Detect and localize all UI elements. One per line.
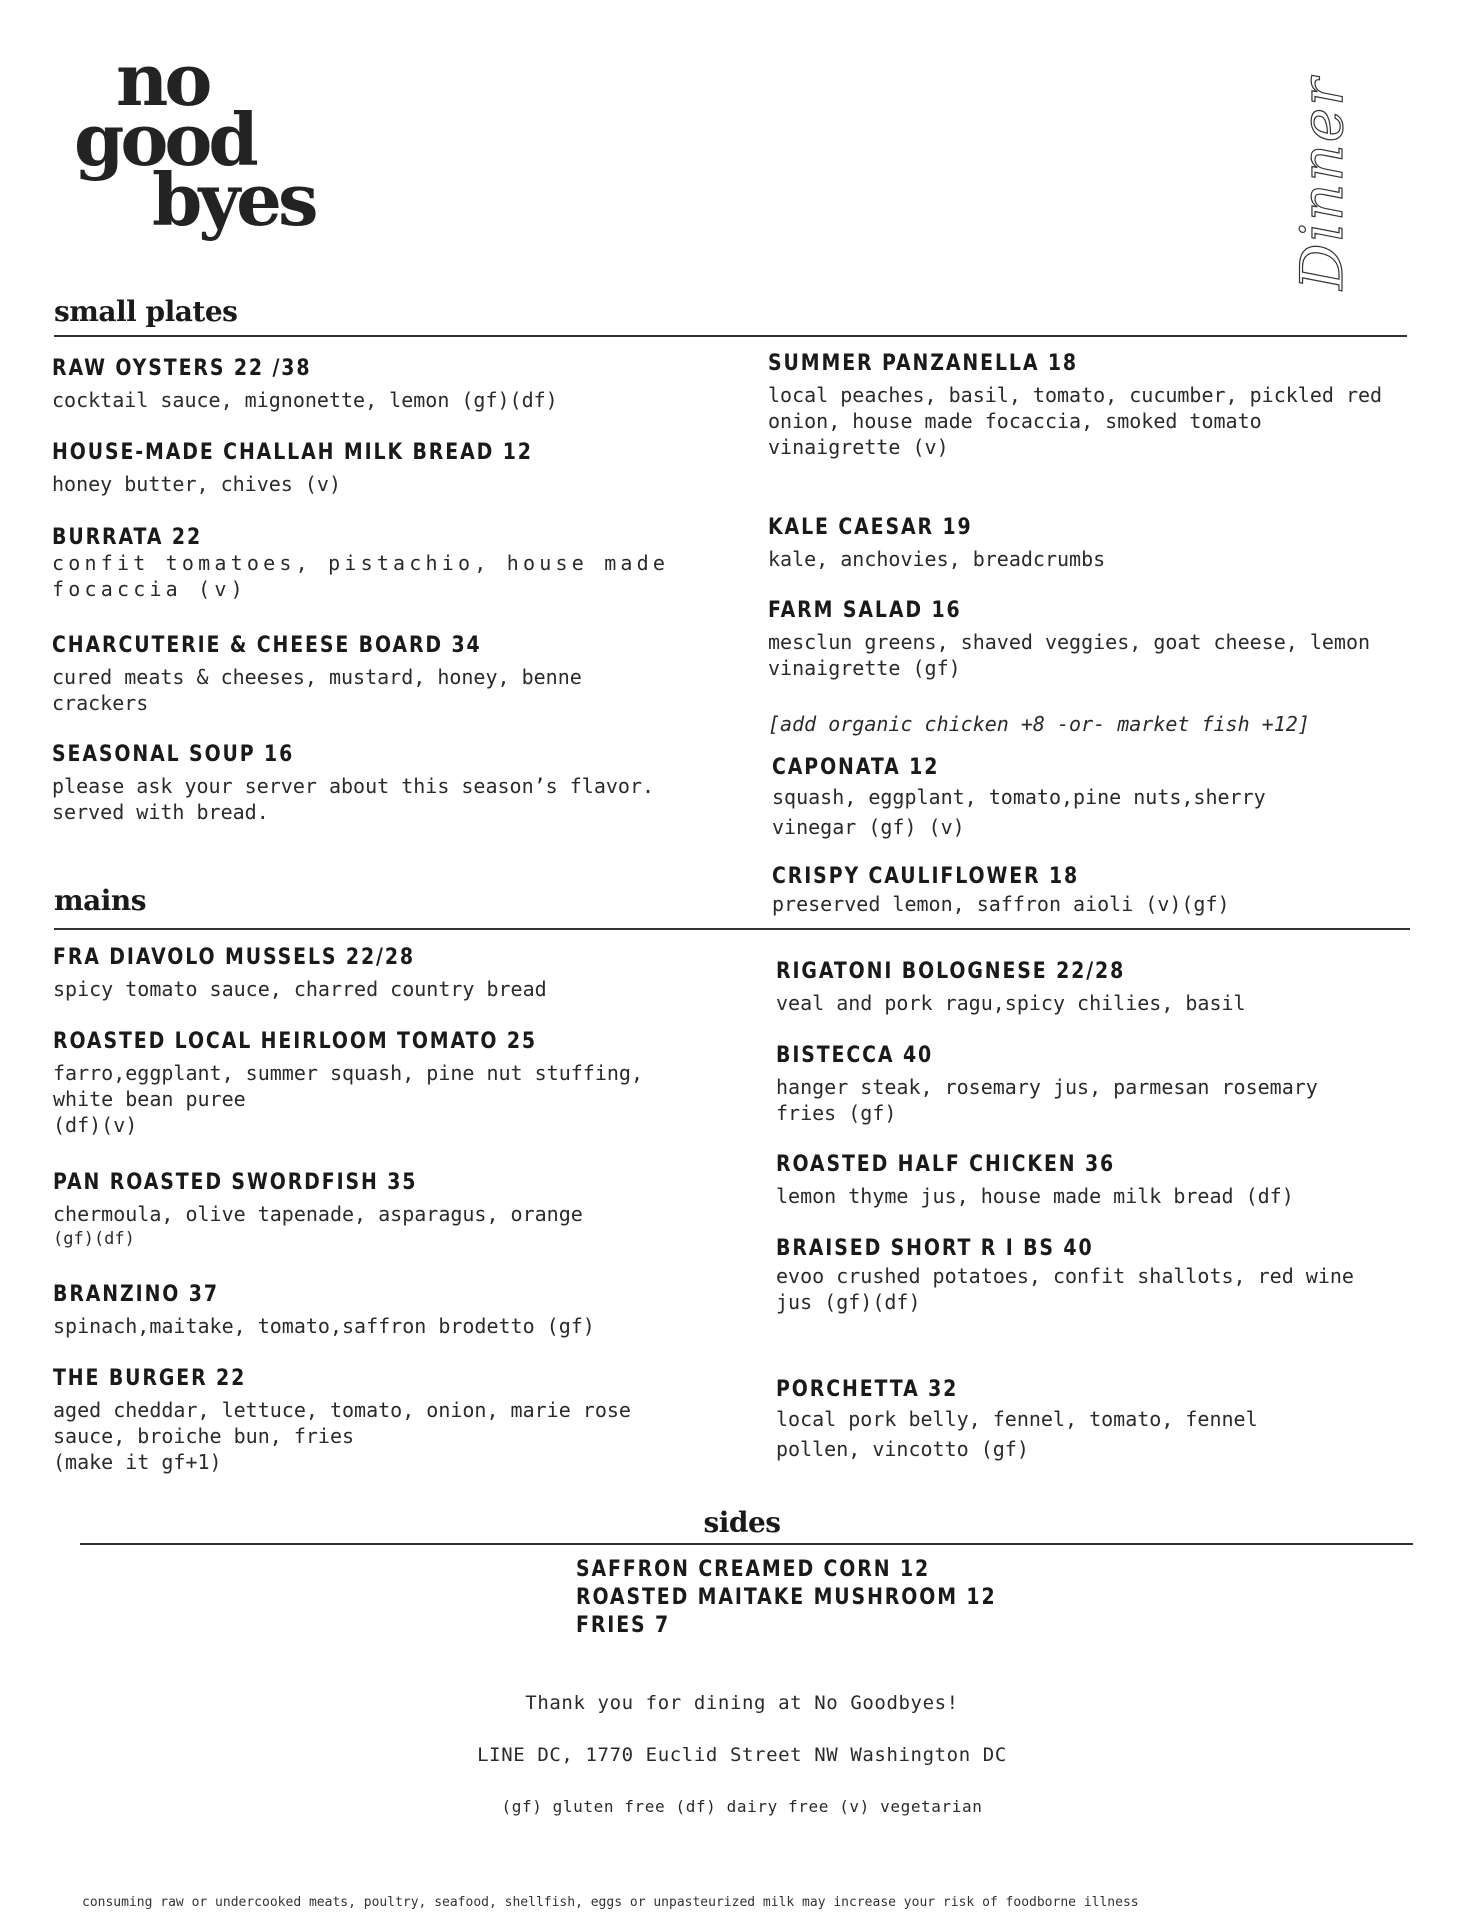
thank-you-note: Thank you for dining at No Goodbyes!: [525, 1692, 959, 1714]
item-note: [add organic chicken +8 -or- market fish +12]: [768, 712, 1310, 736]
item-name: BURRATA 22: [52, 525, 203, 550]
side-item: ROASTED MAITAKE MUSHROOM 12: [576, 1585, 997, 1610]
item-name: BISTECCA 40: [776, 1043, 934, 1068]
menu-item: [53, 1366, 631, 1475]
item-description: cured meats & cheeses, mustard, honey, benne crackers: [52, 665, 582, 715]
menu-item: [52, 633, 582, 716]
item-description: mesclun greens, shaved veggies, goat cheese, lemon vinaigrette (gf): [768, 630, 1371, 680]
item-name: RIGATONI BOLOGNESE 22/28: [776, 959, 1126, 984]
menu-item: [776, 1236, 1354, 1315]
item-name: CAPONATA 12: [772, 755, 940, 780]
item-name: FRA DIAVOLO MUSSELS 22/28: [53, 945, 415, 970]
item-description: hanger steak, rosemary jus, parmesan rosemary fries (gf): [776, 1075, 1318, 1125]
item-name: PAN ROASTED SWORDFISH 35: [53, 1170, 418, 1195]
menu-item: [52, 525, 669, 602]
menu-type-label: Dinner: [1288, 76, 1356, 290]
item-description: chermoula, olive tapenade, asparagus, orange: [53, 1202, 583, 1226]
side-item: SAFFRON CREAMED CORN 12: [576, 1557, 931, 1582]
item-description: preserved lemon, saffron aioli (v)(gf): [772, 892, 1230, 916]
menu-item: [768, 598, 1370, 681]
menu-item: [53, 1282, 595, 1339]
menu-item: [776, 1043, 1318, 1126]
item-name: SEASONAL SOUP 16: [52, 742, 295, 767]
item-description: aged cheddar, lettuce, tomato, onion, marie rose sauce, broiche bun, fries (make it gf+1): [53, 1398, 631, 1474]
item-description: please ask your server about this season’s flavor. served with bread.: [52, 774, 655, 824]
sides-list: [576, 1556, 1065, 1640]
menu-item: [53, 1029, 643, 1138]
item-description: spinach,maitake, tomato,saffron brodetto (gf): [53, 1314, 595, 1338]
menu-item: [52, 440, 611, 497]
restaurant-logo: [74, 37, 315, 242]
item-description: squash, eggplant, tomato,pine nuts,sherry vinegar (gf) (v): [772, 785, 1266, 839]
item-name: SUMMER PANZANELLA 18: [768, 351, 1078, 376]
add-protein-note: [768, 705, 1310, 737]
item-name: BRANZINO 37: [53, 1282, 219, 1307]
menu-item: [772, 864, 1230, 917]
item-name: RAW OYSTERS 22 /38: [52, 356, 312, 381]
item-description: evoo crushed potatoes, confit shallots, red wine jus (gf)(df): [776, 1264, 1354, 1314]
small-plates-heading: small plates: [54, 295, 238, 328]
menu-item: [768, 515, 1105, 572]
section-divider: [80, 1543, 1413, 1545]
logo-line-1: no: [116, 37, 209, 122]
menu-item: [776, 1152, 1294, 1209]
item-name: CRISPY CAULIFLOWER 18: [772, 864, 1080, 889]
menu-item: [53, 945, 547, 1002]
menu-item: [52, 742, 654, 825]
item-description: cocktail sauce, mignonette, lemon (gf)(df): [52, 388, 558, 412]
item-description: veal and pork ragu,spicy chilies, basil: [776, 991, 1246, 1015]
logo-line-2: good: [74, 97, 255, 182]
item-description: lemon thyme jus, house made milk bread (df): [776, 1184, 1294, 1208]
restaurant-address: LINE DC, 1770 Euclid Street NW Washington DC: [477, 1744, 1007, 1766]
item-name: ROASTED LOCAL HEIRLOOM TOMATO 25: [53, 1029, 537, 1054]
menu-item: [772, 755, 1266, 842]
health-disclaimer: consuming raw or undercooked meats, poultry, seafood, shellfish, eggs or unpasteurized milk may increase your risk of foodborne illness: [82, 1895, 1139, 1910]
item-description: farro,eggplant, summer squash, pine nut stuffing, white bean puree (df)(v): [53, 1061, 644, 1137]
item-description: local peaches, basil, tomato, cucumber, pickled red onion, house made focaccia, smoked tomato vinaigrette (v): [768, 383, 1383, 459]
item-name: FARM SALAD 16: [768, 598, 962, 623]
section-divider: [54, 928, 1410, 930]
item-name: CHARCUTERIE & CHEESE BOARD 34: [52, 633, 482, 658]
mains-heading: mains: [54, 884, 147, 917]
dietary-legend: (gf) gluten free (df) dairy free (v) vegetarian: [501, 1797, 983, 1816]
item-name: ROASTED HALF CHICKEN 36: [776, 1152, 1116, 1177]
item-name: BRAISED SHORT R I BS 40: [776, 1236, 1094, 1261]
menu-item: [776, 1377, 1258, 1464]
item-name: THE BURGER 22: [53, 1366, 247, 1391]
menu-item: [768, 351, 1382, 460]
item-name: HOUSE-MADE CHALLAH MILK BREAD 12: [52, 440, 533, 465]
menu-item: [52, 356, 558, 413]
item-name: PORCHETTA 32: [776, 1377, 959, 1402]
item-description: local pork belly, fennel, tomato, fennel pollen, vincotto (gf): [776, 1407, 1258, 1461]
section-divider: [54, 335, 1407, 337]
item-description: kale, anchovies, breadcrumbs: [768, 547, 1106, 571]
menu-item: [53, 1170, 583, 1251]
item-description: honey butter, chives (v): [52, 472, 341, 496]
item-dietary-tags: (gf)(df): [53, 1229, 135, 1249]
item-description: confit tomatoes, pistachio, house made focaccia (v): [52, 551, 670, 601]
menu-item: [776, 959, 1246, 1016]
sides-heading: sides: [703, 1506, 781, 1539]
side-item: FRIES 7: [576, 1613, 671, 1638]
item-name: KALE CAESAR 19: [768, 515, 973, 540]
item-description: spicy tomato sauce, charred country bread: [53, 977, 547, 1001]
logo-line-3: byes: [152, 157, 315, 242]
